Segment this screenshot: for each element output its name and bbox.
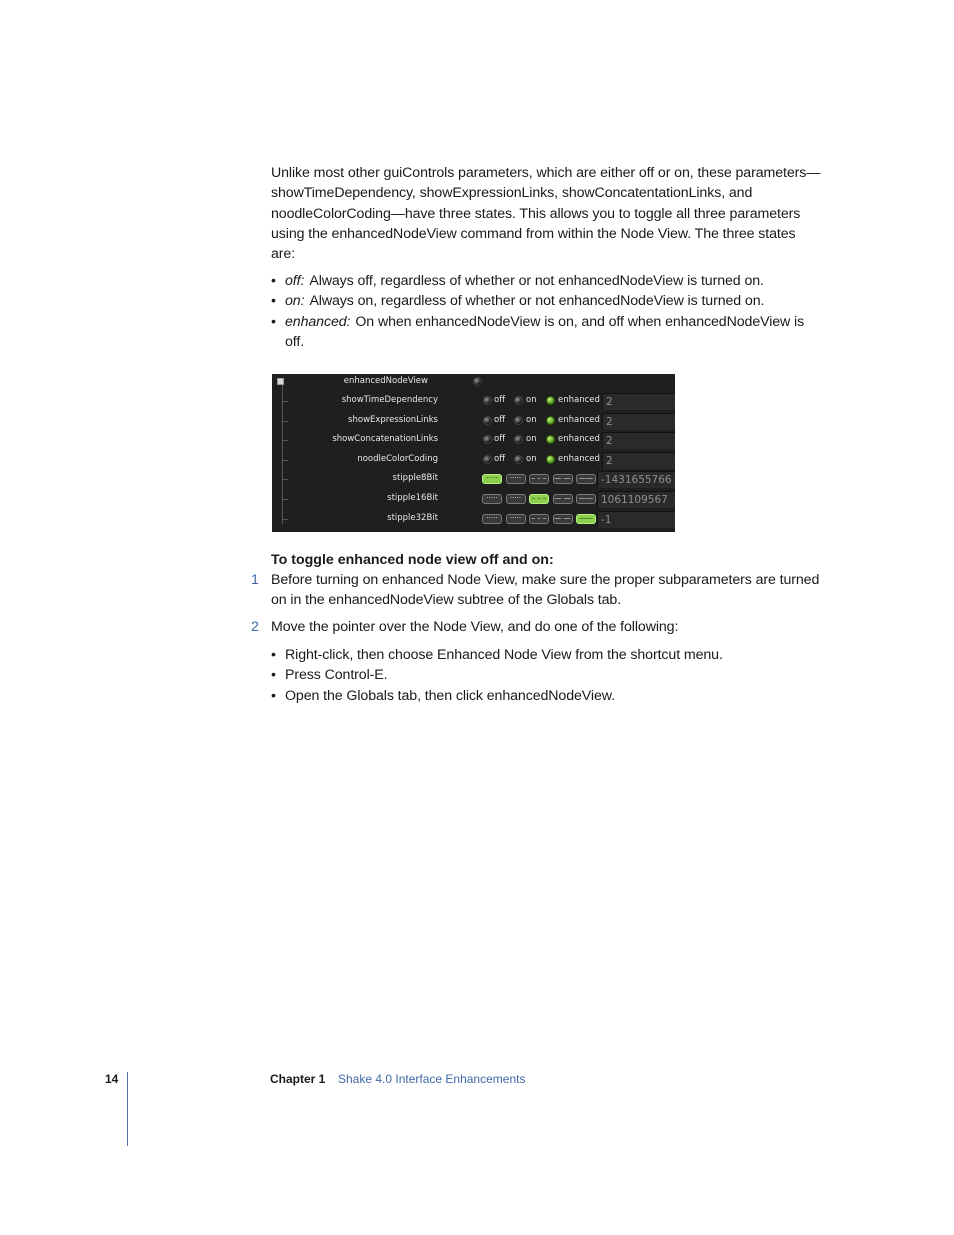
stipple-pattern-button[interactable]: ——: [576, 474, 596, 484]
bullet-icon: •: [271, 313, 276, 330]
stipple-pattern-button[interactable]: ·····: [482, 474, 502, 484]
tree-tick: [282, 499, 288, 500]
footer-rule: [127, 1072, 128, 1146]
on-label: on: [526, 453, 537, 464]
step-text: Move the pointer over the Node View, and do one of the following:: [271, 619, 679, 635]
step-number: 1: [251, 572, 259, 588]
param-label: showExpressionLinks: [348, 414, 438, 425]
param-label: enhancedNodeView: [343, 376, 428, 386]
stipple-row: [272, 511, 675, 530]
on-label: on: [526, 414, 537, 425]
param-row: [272, 413, 675, 432]
stipple-pattern-button[interactable]: – – –: [529, 494, 549, 504]
value-field[interactable]: 2: [602, 432, 675, 449]
state-term: enhanced:: [285, 313, 351, 330]
state-text: Always off, regardless of whether or not enhancedNodeView is turned on.: [309, 273, 764, 289]
value-field[interactable]: 2: [602, 413, 675, 430]
param-label: showTimeDependency: [341, 395, 438, 405]
bullet-icon: •: [271, 667, 276, 684]
stipple-pattern-button[interactable]: ·····: [506, 494, 526, 504]
list-item: [271, 312, 821, 353]
stipple-pattern-button[interactable]: ·····: [482, 514, 502, 524]
enhanced-radio-icon[interactable]: [546, 455, 555, 464]
param-label: noodleColorCoding: [357, 453, 438, 464]
states-list: [271, 271, 821, 352]
enhanced-radio-icon[interactable]: [546, 416, 555, 425]
enhanced-label: enhanced: [558, 414, 600, 425]
enhanced-radio-icon[interactable]: [546, 396, 555, 405]
tree-tick: [282, 401, 288, 402]
param-label: stipple32Bit: [387, 512, 438, 523]
list-item: [271, 645, 821, 665]
tree-tick: [282, 479, 288, 480]
page-number: 14: [105, 1072, 119, 1086]
stipple-pattern-button[interactable]: — —: [554, 513, 571, 522]
tree-tick: [282, 440, 288, 441]
param-row: [272, 432, 675, 451]
stipple-pattern-button[interactable]: — —: [554, 494, 571, 502]
list-item: [271, 271, 821, 291]
off-radio-icon[interactable]: [483, 416, 492, 425]
param-row: [272, 393, 675, 412]
stipple-pattern-button[interactable]: ——: [576, 514, 596, 524]
intro-paragraph: Unlike most other guiControls parameters, which are either off or on, these parameters—showTimeDependency, showExpressionLinks, showConcatentationLinks, and noodleColorCoding—have three states. This allows you to toggle all three parameters using the enhancedNodeView command from within the Node View. The three states are:: [271, 165, 821, 263]
tree-tick: [282, 519, 288, 520]
stipple-pattern-button[interactable]: ·····: [506, 474, 526, 484]
chapter-label: Chapter 1: [270, 1072, 326, 1086]
step-number: 2: [251, 619, 259, 635]
step-item: [251, 570, 821, 611]
enhanced-radio-icon[interactable]: [546, 435, 555, 444]
stipple-pattern-button[interactable]: ·····: [482, 494, 502, 504]
stipple-pattern-button[interactable]: – – –: [529, 474, 549, 484]
off-label: off: [494, 395, 506, 405]
options-list: [271, 645, 821, 706]
state-term: off:: [285, 273, 305, 289]
state-term: on:: [285, 293, 305, 310]
chapter-title: Shake 4.0 Interface Enhancements: [338, 1072, 526, 1086]
bullet-icon: •: [271, 293, 276, 310]
value-field[interactable]: 2: [602, 393, 675, 410]
param-label: stipple8Bit: [392, 473, 438, 484]
on-radio-icon[interactable]: [514, 396, 523, 405]
option-text: Press Control-E.: [285, 667, 388, 684]
value-field[interactable]: 1061109567: [597, 491, 675, 508]
list-item: [271, 665, 821, 685]
off-radio-icon[interactable]: [483, 455, 492, 464]
step-item: [251, 617, 821, 637]
option-text: Right-click, then choose Enhanced Node View from the shortcut menu.: [285, 647, 723, 663]
param-label: showConcatenationLinks: [332, 434, 438, 445]
stipple-pattern-button[interactable]: — —: [554, 474, 571, 483]
enhanced-label: enhanced: [558, 453, 600, 464]
on-label: on: [526, 395, 537, 405]
enhanced-label: enhanced: [558, 434, 600, 445]
state-text: On when enhancedNodeView is on, and off when enhancedNodeView is off.: [285, 313, 805, 350]
param-label: stipple16Bit: [387, 493, 438, 503]
enhanced-node-view-row: [272, 374, 675, 393]
bullet-icon: •: [271, 687, 276, 704]
on-radio-icon[interactable]: [514, 416, 523, 425]
value-field[interactable]: -1431655766: [597, 471, 675, 488]
on-radio-icon[interactable]: [514, 455, 523, 464]
on-label: on: [526, 434, 537, 445]
stipple-row: [272, 471, 675, 490]
off-radio-icon[interactable]: [483, 435, 492, 444]
option-text: Open the Globals tab, then click enhancedNodeView.: [285, 687, 615, 704]
stipple-pattern-button[interactable]: ——: [576, 494, 596, 504]
globals-panel-screenshot: [272, 374, 675, 532]
stipple-pattern-button[interactable]: ·····: [506, 514, 526, 524]
value-field[interactable]: -1: [597, 511, 675, 528]
on-radio-icon[interactable]: [514, 435, 523, 444]
stipple-pattern-button[interactable]: – – –: [529, 514, 549, 524]
off-label: off: [494, 453, 506, 464]
value-field[interactable]: 2: [602, 452, 675, 469]
stipple-row: [272, 491, 675, 510]
tree-tick: [282, 460, 288, 461]
list-item: [271, 686, 821, 706]
enhanced-label: enhanced: [558, 395, 600, 405]
off-radio-icon[interactable]: [483, 396, 492, 405]
state-text: Always on, regardless of whether or not enhancedNodeView is turned on.: [309, 293, 765, 310]
off-label: off: [494, 434, 506, 445]
step-text: Before turning on enhanced Node View, make sure the proper subparameters are turned on in the enhancedNodeView subtree of the Globals tab.: [271, 572, 820, 609]
off-label: off: [494, 414, 506, 425]
procedure-title: To toggle enhanced node view off and on:: [271, 552, 554, 568]
list-item: [271, 291, 821, 311]
tree-tick: [282, 421, 288, 422]
bullet-icon: •: [271, 647, 276, 663]
bullet-icon: •: [271, 273, 276, 289]
toggle-icon[interactable]: [473, 377, 482, 386]
param-row: [272, 452, 675, 471]
